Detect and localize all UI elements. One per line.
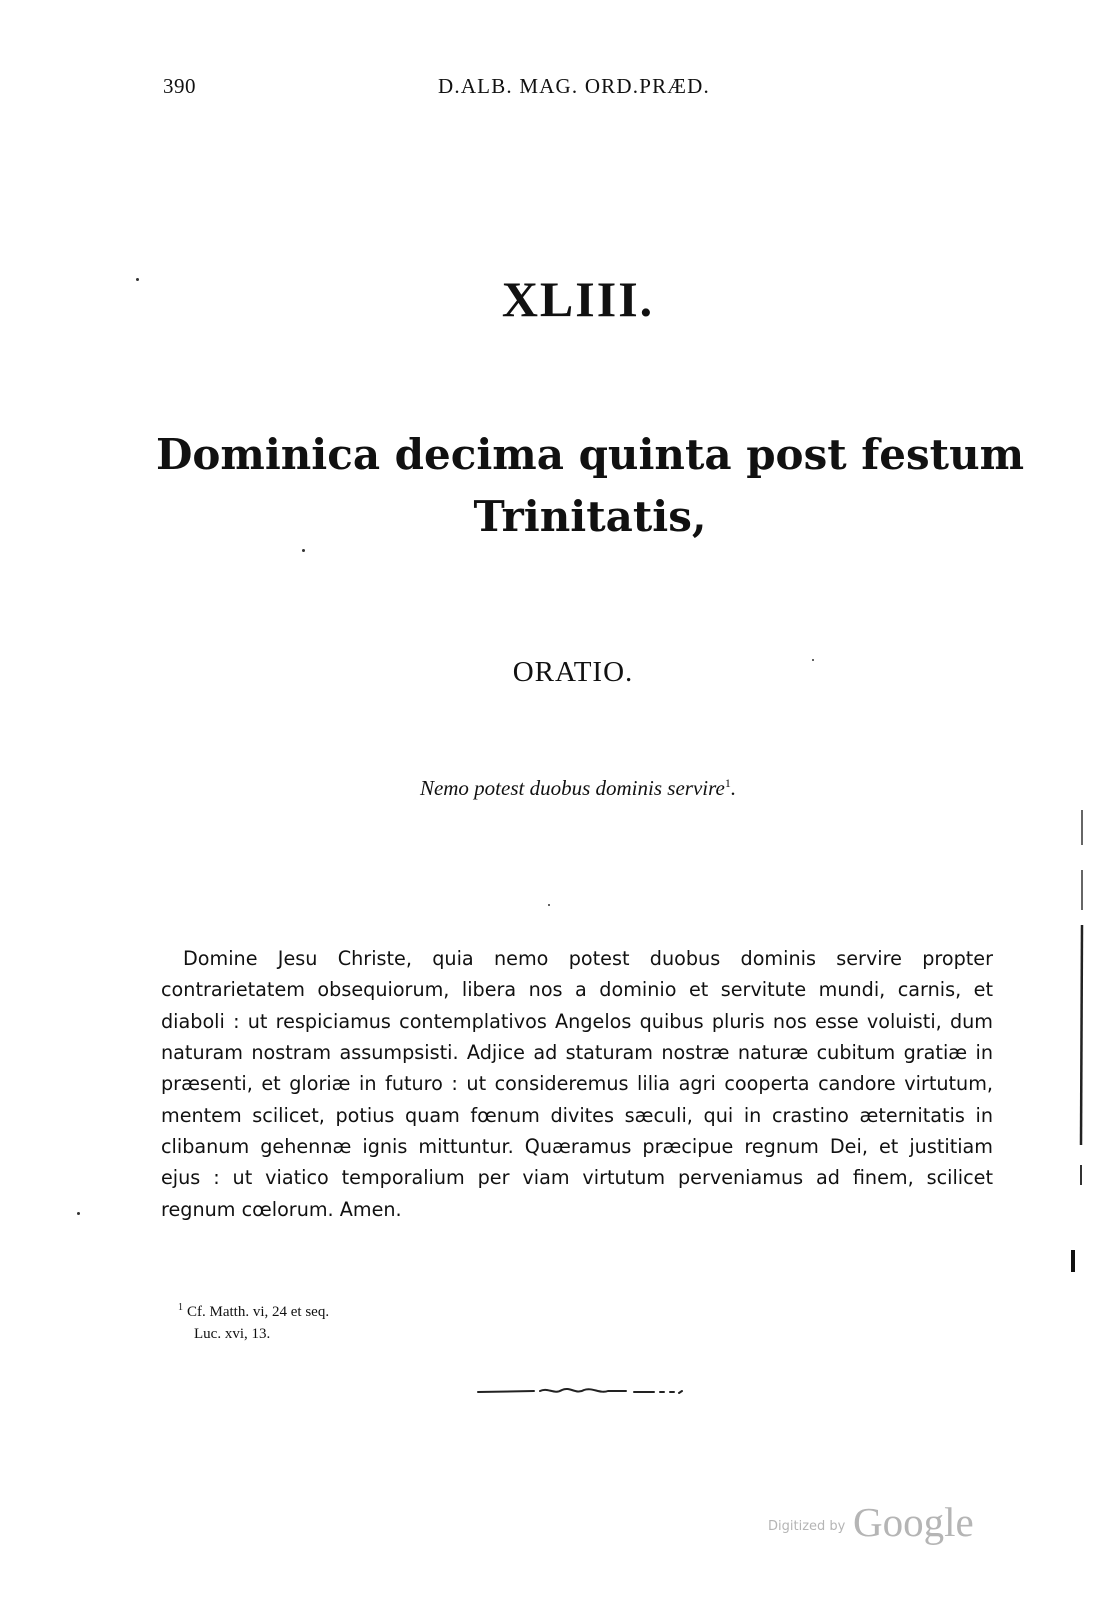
digitized-by-google-watermark xyxy=(768,1500,988,1544)
footnote-line1 xyxy=(178,1297,329,1323)
chapter-title-line2: Trinitatis, xyxy=(473,492,707,541)
prayer-paragraph: Domine Jesu Christe, quia nemo potest duobus dominis servire propter contrarietatem obsequiorum, libera nos a dominio et servitute mundi, carnis, et diaboli : ut respiciamus contemplativos Angelos quibus pluris nos esse voluisti, dum naturam nostram assumpsisti. Adjice ad staturam nostræ naturæ cubitum gratiæ in præsenti, et gloriæ in futuro : ut consideremus lilia agri cooperta candore virtutum, mentem scilicet, potius quam fœnum divites sæculi, qui in crastino æternitatis in clibanum gehennæ ignis mittuntur. Quæramus præcipue regnum Dei, et justitiam ejus : ut viatico temporalium per viam virtutum perveniamus ad finem, scilicet regnum cœlorum. Amen. xyxy=(161,947,993,1221)
speck xyxy=(136,278,139,281)
chapter-title-line1: Dominica decima quinta post festum xyxy=(155,430,1025,479)
footnote-text-1: Cf. Matth. vi, 24 et seq. xyxy=(187,1304,330,1320)
footnote-mark: 1 xyxy=(178,1302,183,1313)
speck xyxy=(302,549,305,552)
running-head: D.ALB. MAG. ORD.PRÆD. xyxy=(438,74,710,98)
google-logo: Google xyxy=(853,1499,974,1545)
watermark-prefix: Digitized by xyxy=(768,1519,846,1534)
section-heading: ORATIO. xyxy=(512,656,634,688)
epigraph-end: . xyxy=(730,776,737,800)
speck xyxy=(812,659,814,661)
speck xyxy=(77,1212,80,1215)
scan-edge-marks xyxy=(1068,790,1088,1290)
footnote-line2: Luc. xvi, 13. xyxy=(194,1326,271,1342)
epigraph-note-ref: 1 xyxy=(724,776,731,790)
chapter-title xyxy=(150,424,1030,548)
chapter-number: XLIII. xyxy=(501,271,655,327)
ornament-rule-icon xyxy=(476,1384,686,1398)
epigraph xyxy=(0,776,1106,801)
footnotes xyxy=(178,1297,329,1345)
speck xyxy=(548,904,550,906)
epigraph-text: Nemo potest duobus dominis servire xyxy=(419,776,725,800)
page-number: 390 xyxy=(163,74,196,98)
